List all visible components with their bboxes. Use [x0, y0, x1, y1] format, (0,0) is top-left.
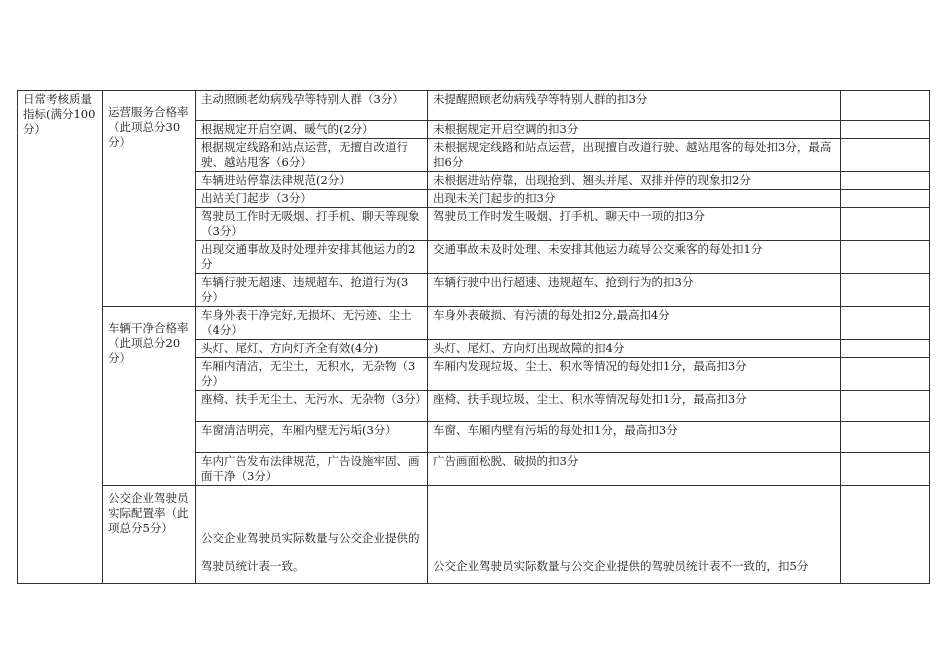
deduct-cell: 车窗、车厢内壁有污垢的每处扣1分，最高扣3分 — [428, 422, 841, 453]
item-cell: 车窗清洁明亮，车厢内壁无污垢(3分） — [196, 422, 428, 453]
deduct-cell: 未根据规定开启空调的扣3分 — [428, 121, 841, 139]
item-cell: 出现交通事故及时处理并安排其他运力的2分 — [196, 241, 428, 274]
category-cell: 日常考核质量指标(满分100分） — [18, 91, 103, 584]
item-cell: 公交企业驾驶员实际数量与公交企业提供的驾驶员统计表一致。 — [196, 486, 428, 584]
assessment-table-body — [18, 91, 930, 584]
item-cell: 驾驶员工作时无吸烟、打手机、聊天等现象（3分） — [196, 208, 428, 241]
score-cell — [841, 391, 930, 422]
deduct-cell: 头灯、尾灯、方向灯出现故障的扣4分 — [428, 340, 841, 358]
item-cell: 车辆行驶无超速、违规超车、抢道行为(3分） — [196, 274, 428, 307]
deduct-cell: 未根据进站停靠，出现抢到、翘头并尾、双排并停的现象扣2分 — [428, 172, 841, 190]
group-label-cell: 运营服务合格率（此项总分30分） — [103, 91, 196, 307]
score-cell — [841, 139, 930, 172]
score-cell — [841, 91, 930, 121]
deduct-cell: 公交企业驾驶员实际数量与公交企业提供的驾驶员统计表不一致的，扣5分 — [428, 486, 841, 584]
deduct-cell: 车辆行驶中出行超速、违规超车、抢到行为的扣3分 — [428, 274, 841, 307]
group-label-cell: 车辆干净合格率（此项总分20分） — [103, 307, 196, 486]
assessment-table — [17, 90, 930, 584]
score-cell — [841, 172, 930, 190]
score-cell — [841, 422, 930, 453]
item-cell: 头灯、尾灯、方向灯齐全有效(4分) — [196, 340, 428, 358]
score-cell — [841, 486, 930, 584]
deduct-cell: 车身外表破损、有污渍的每处扣2分,最高扣4分 — [428, 307, 841, 340]
deduct-cell: 出现未关门起步的扣3分 — [428, 190, 841, 208]
deduct-cell: 未提醒照顾老幼病残孕等特别人群的扣3分 — [428, 91, 841, 121]
item-cell: 车辆进站停靠法律规范(2分） — [196, 172, 428, 190]
score-cell — [841, 453, 930, 486]
score-cell — [841, 274, 930, 307]
deduct-cell: 驾驶员工作时发生吸烟、打手机、聊天中一项的扣3分 — [428, 208, 841, 241]
score-cell — [841, 340, 930, 358]
score-cell — [841, 208, 930, 241]
item-cell: 根据规定开启空调、暖气的(2分） — [196, 121, 428, 139]
item-cell: 根据规定线路和站点运营，无擅自改道行驶、越站甩客（6分） — [196, 139, 428, 172]
item-cell: 车内广告发布法律规范，广告设施牢固、画面干净（3分） — [196, 453, 428, 486]
item-cell: 车厢内清洁，无尘土，无积水，无杂物（3分） — [196, 358, 428, 391]
score-cell — [841, 190, 930, 208]
item-cell: 出站关门起步（3分） — [196, 190, 428, 208]
deduct-cell: 车厢内发现垃圾、尘土、积水等情况的每处扣1分，最高扣3分 — [428, 358, 841, 391]
deduct-cell: 座椅、扶手现垃圾、尘土、积水等情况每处扣1分，最高扣3分 — [428, 391, 841, 422]
score-cell — [841, 358, 930, 391]
item-cell: 主动照顾老幼病残孕等特别人群（3分） — [196, 91, 428, 121]
item-cell: 座椅、扶手无尘土、无污水、无杂物（3分） — [196, 391, 428, 422]
deduct-cell: 未根据规定线路和站点运营，出现擅自改道行驶、越站甩客的每处扣3分，最高扣6分 — [428, 139, 841, 172]
deduct-cell: 广告画面松脱、破损的扣3分 — [428, 453, 841, 486]
score-cell — [841, 307, 930, 340]
score-cell — [841, 121, 930, 139]
deduct-cell: 交通事故未及时处理、未安排其他运力疏导公交乘客的每处扣1分 — [428, 241, 841, 274]
item-cell: 车身外表干净完好,无损坏、无污迹、尘土（4分） — [196, 307, 428, 340]
score-cell — [841, 241, 930, 274]
group-label-cell: 公交企业驾驶员实际配置率（此项总分5分） — [103, 486, 196, 584]
